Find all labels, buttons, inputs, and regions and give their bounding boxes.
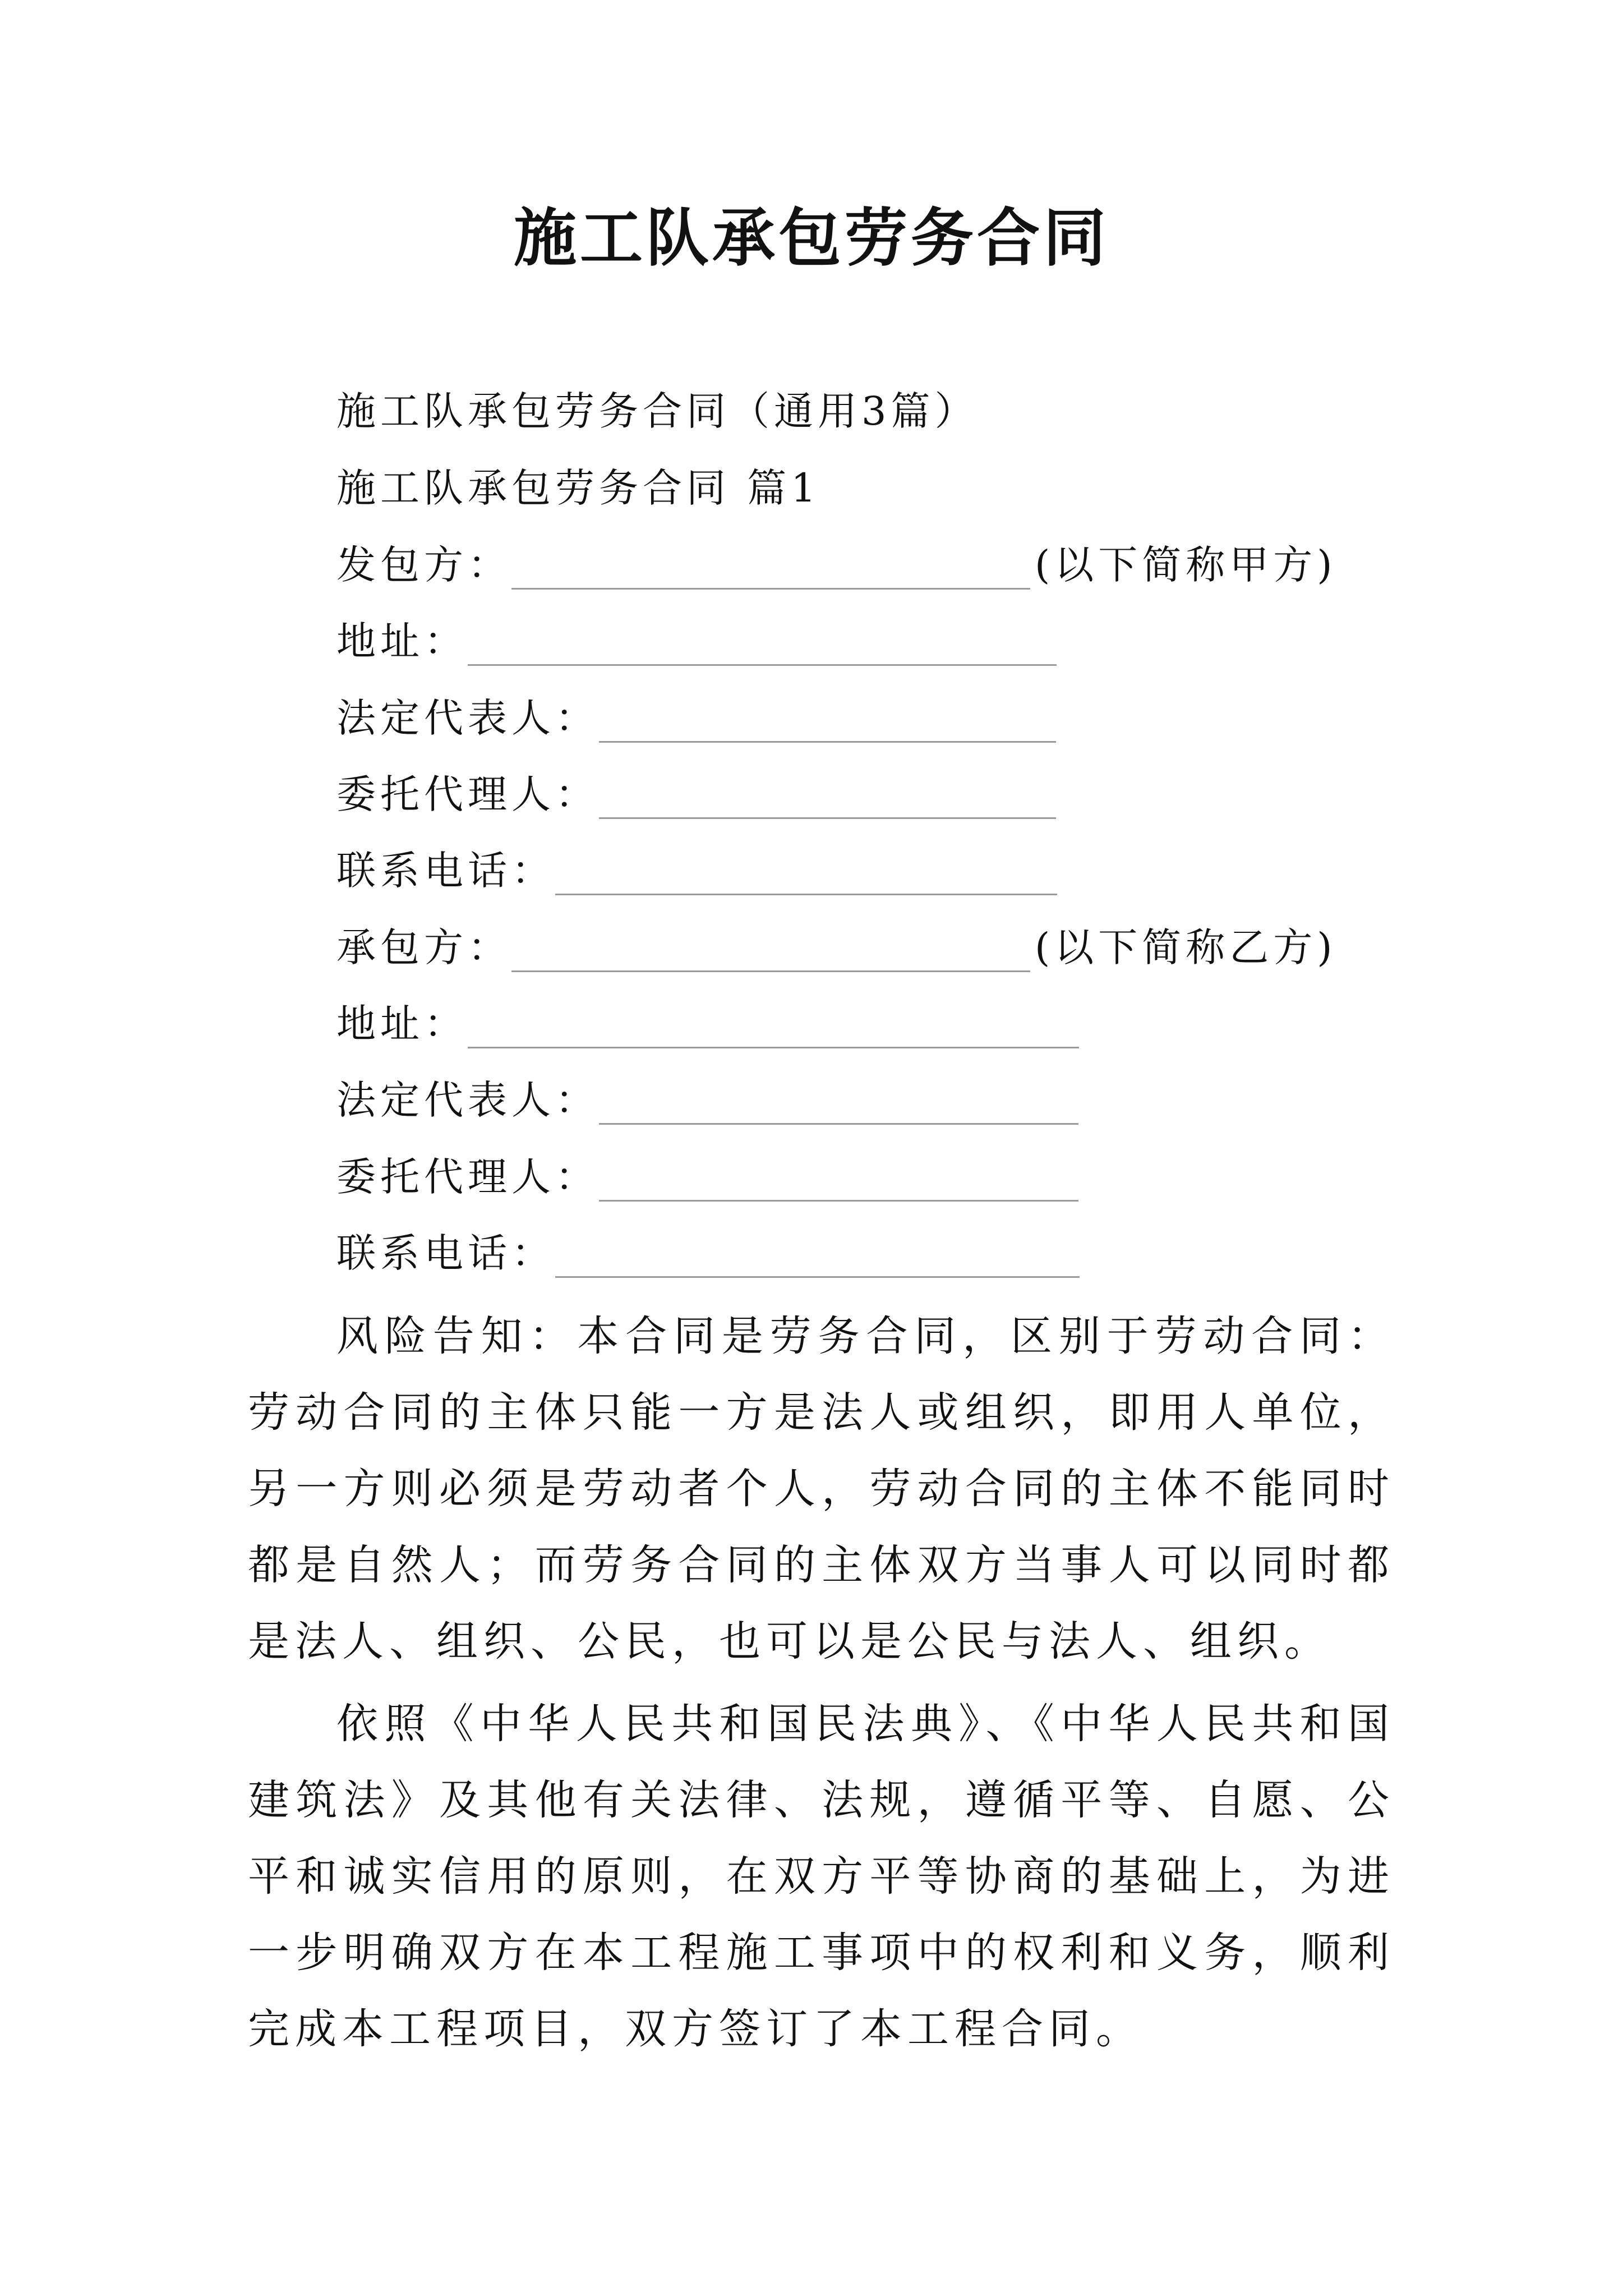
party-a-agent-row [336, 763, 1056, 825]
subtitle-text: 施工队承包劳务合同（通用3篇） [336, 388, 979, 434]
party-b-address-label: 地址： [336, 1001, 468, 1047]
party-b-legal-rep-field[interactable] [599, 1089, 1078, 1125]
risk-notice-paragraph: 风险告知：本合同是劳务合同，区别于劳动合同：劳动合同的主体只能一方是法人或组织，即用人单位，另一方则必须是劳动者个人，劳动合同的主体不能同时都是自然人；而劳务合同的主体双方当事人可以同时都是法人、组织、公民，也可以是公民与法人、组织。 [248, 1312, 1395, 1665]
party-b-suffix: (以下简称乙方) [1035, 924, 1337, 970]
party-a-agent-label: 委托代理人： [336, 771, 599, 817]
party-b-row [336, 917, 1337, 978]
party-a-suffix: (以下简称甲方) [1035, 542, 1337, 588]
section-heading [336, 457, 820, 519]
party-b-address-row [336, 993, 1079, 1055]
document-subtitle [336, 380, 979, 442]
party-a-phone-field[interactable] [555, 860, 1057, 895]
party-a-address-field[interactable] [468, 631, 1057, 666]
party-a-phone-row [336, 840, 1057, 901]
party-b-phone-row [336, 1222, 1080, 1284]
document-title: 施工队承包劳务合同 [514, 201, 1109, 275]
party-b-label: 承包方： [336, 924, 511, 970]
party-a-phone-label: 联系电话： [336, 848, 555, 894]
party-a-name-field[interactable] [511, 554, 1030, 590]
party-b-name-field[interactable] [511, 937, 1030, 972]
party-b-address-field[interactable] [468, 1013, 1079, 1048]
party-a-legal-rep-label: 法定代表人： [336, 695, 599, 741]
party-b-phone-label: 联系电话： [336, 1230, 555, 1276]
party-a-address-row [336, 610, 1057, 672]
party-b-agent-field[interactable] [599, 1166, 1078, 1202]
section-heading-text: 施工队承包劳务合同 篇1 [336, 465, 820, 511]
party-b-legal-rep-row [336, 1069, 1078, 1131]
party-a-label: 发包方： [336, 542, 511, 588]
basis-paragraph: 依照《中华人民共和国民法典》、《中华人民共和国建筑法》及其他有关法律、法规，遵循平等、自愿、公平和诚实信用的原则，在双方平等协商的基础上，为进一步明确双方在本工程施工事项中的权利和义务，顺利完成本工程项目，双方签订了本工程合同。 [248, 1700, 1395, 2053]
party-a-legal-rep-row [336, 687, 1056, 749]
party-a-row [336, 534, 1337, 596]
party-b-agent-label: 委托代理人： [336, 1154, 599, 1200]
party-b-phone-field[interactable] [555, 1243, 1080, 1278]
party-b-legal-rep-label: 法定代表人： [336, 1077, 599, 1123]
party-b-agent-row [336, 1146, 1078, 1208]
party-a-legal-rep-field[interactable] [599, 707, 1056, 743]
party-a-agent-field[interactable] [599, 784, 1056, 819]
party-a-address-label: 地址： [336, 618, 468, 664]
